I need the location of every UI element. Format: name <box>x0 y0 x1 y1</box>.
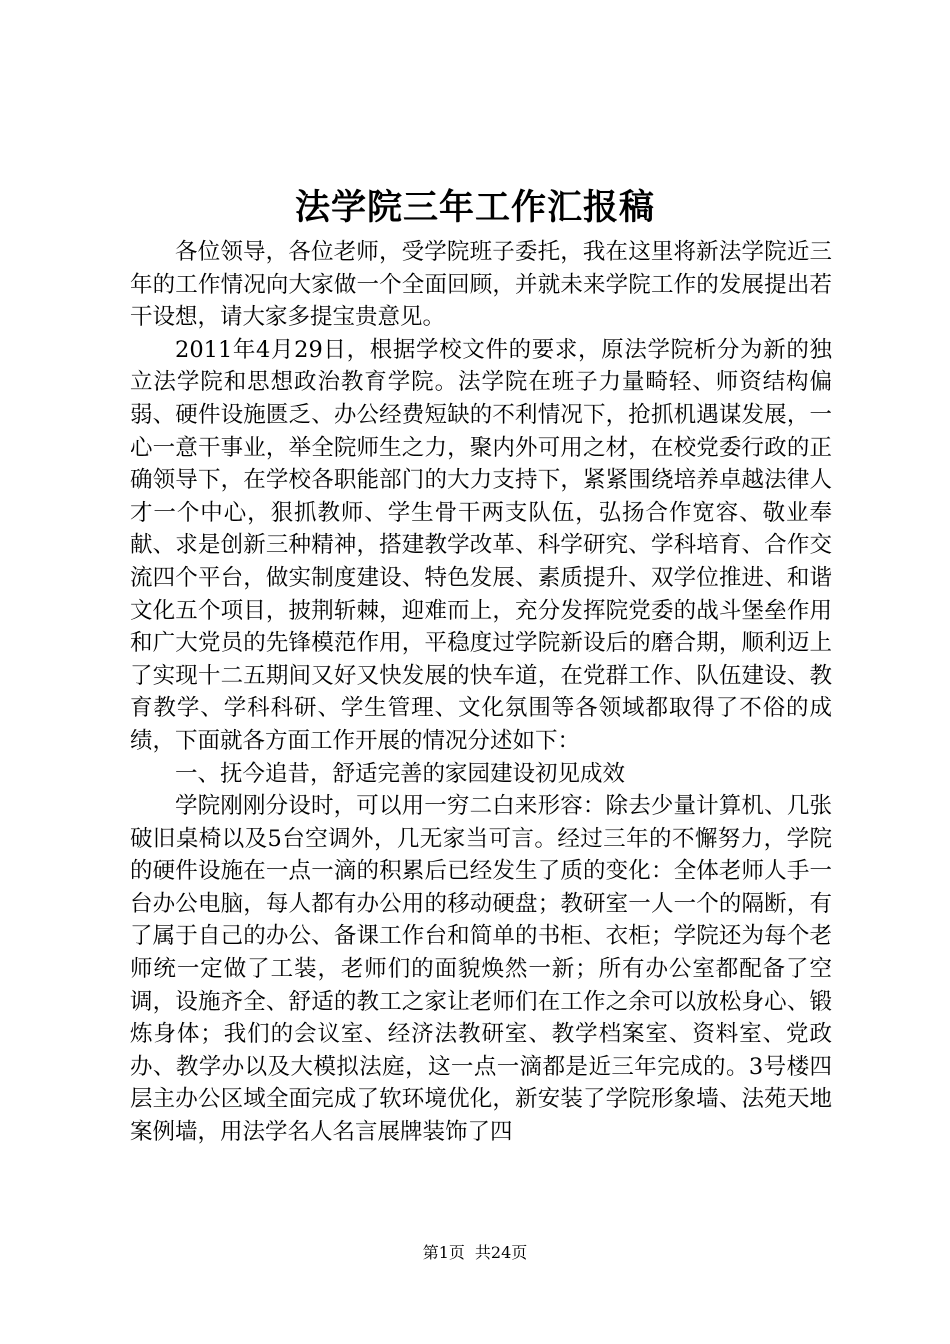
paragraph-greeting: 各位领导，各位老师，受学院班子委托，我在这里将新法学院近三年的工作情况向大家做一个全面回顾，并就未来学院工作的发展提出若干设想，请大家多提宝贵意见。 <box>130 239 832 331</box>
paragraph-facilities: 学院刚刚分设时，可以用一穷二白来形容：除去少量计算机、几张破旧桌椅以及5台空调外，几无家当可言。经过三年的不懈努力，学院的硬件设施在一点一滴的积累后已经发生了质的变化：全体老师人手一台办公电脑，每人都有办公用的移动硬盘；教研室一人一个的隔断，有了属于自己的办公、备课工作台和简单的书柜、衣柜；学院还为每个老师统一定做了工装，老师们的面貌焕然一新；所有办公室都配备了空调，设施齐全、舒适的教工之家让老师们在工作之余可以放松身心、锻炼身体；我们的会议室、经济法教研室、教学档案室、资料室、党政办、教学办以及大模拟法庭，这一点一滴都是近三年完成的。3号楼四层主办公区域全面完成了软环境优化，新安装了学院形象墙、法苑天地案例墙，用法学名人名言展牌装饰了四 <box>130 793 832 1146</box>
page-number: 第1页 <box>422 1243 465 1262</box>
page-total: 共24页 <box>474 1243 528 1262</box>
section-heading-1: 一、抚今追昔，舒适完善的家园建设初见成效 <box>175 760 626 787</box>
page-footer <box>0 1242 950 1264</box>
document-body <box>130 236 832 1149</box>
paragraph-background: 2011年4月29日，根据学校文件的要求，原法学院析分为新的独立法学院和思想政治教育学院。法学院在班子力量畸轻、师资结构偏弱、硬件设施匮乏、办公经费短缺的不利情况下，抢抓机遇谋发展，一心一意干事业，举全院师生之力，聚内外可用之材，在校党委行政的正确领导下，在学校各职能部门的大力支持下，紧紧围绕培养卓越法律人才一个中心，狠抓教师、学生骨干两支队伍，弘扬合作宽容、敬业奉献、求是创新三种精神，搭建教学改革、科学研究、学科培育、合作交流四个平台，做实制度建设、特色发展、素质提升、双学位推进、和谐文化五个项目，披荆斩棘，迎难而上，充分发挥院党委的战斗堡垒作用和广大党员的先锋模范作用，平稳度过学院新设后的磨合期，顺利迈上了实现十二五期间又好又快发展的快车道，在党群工作、队伍建设、教育教学、学科科研、学生管理、文化氛围等各领域都取得了不俗的成绩，下面就各方面工作开展的情况分述如下： <box>130 336 832 754</box>
document-title: 法学院三年工作汇报稿 <box>294 187 655 228</box>
